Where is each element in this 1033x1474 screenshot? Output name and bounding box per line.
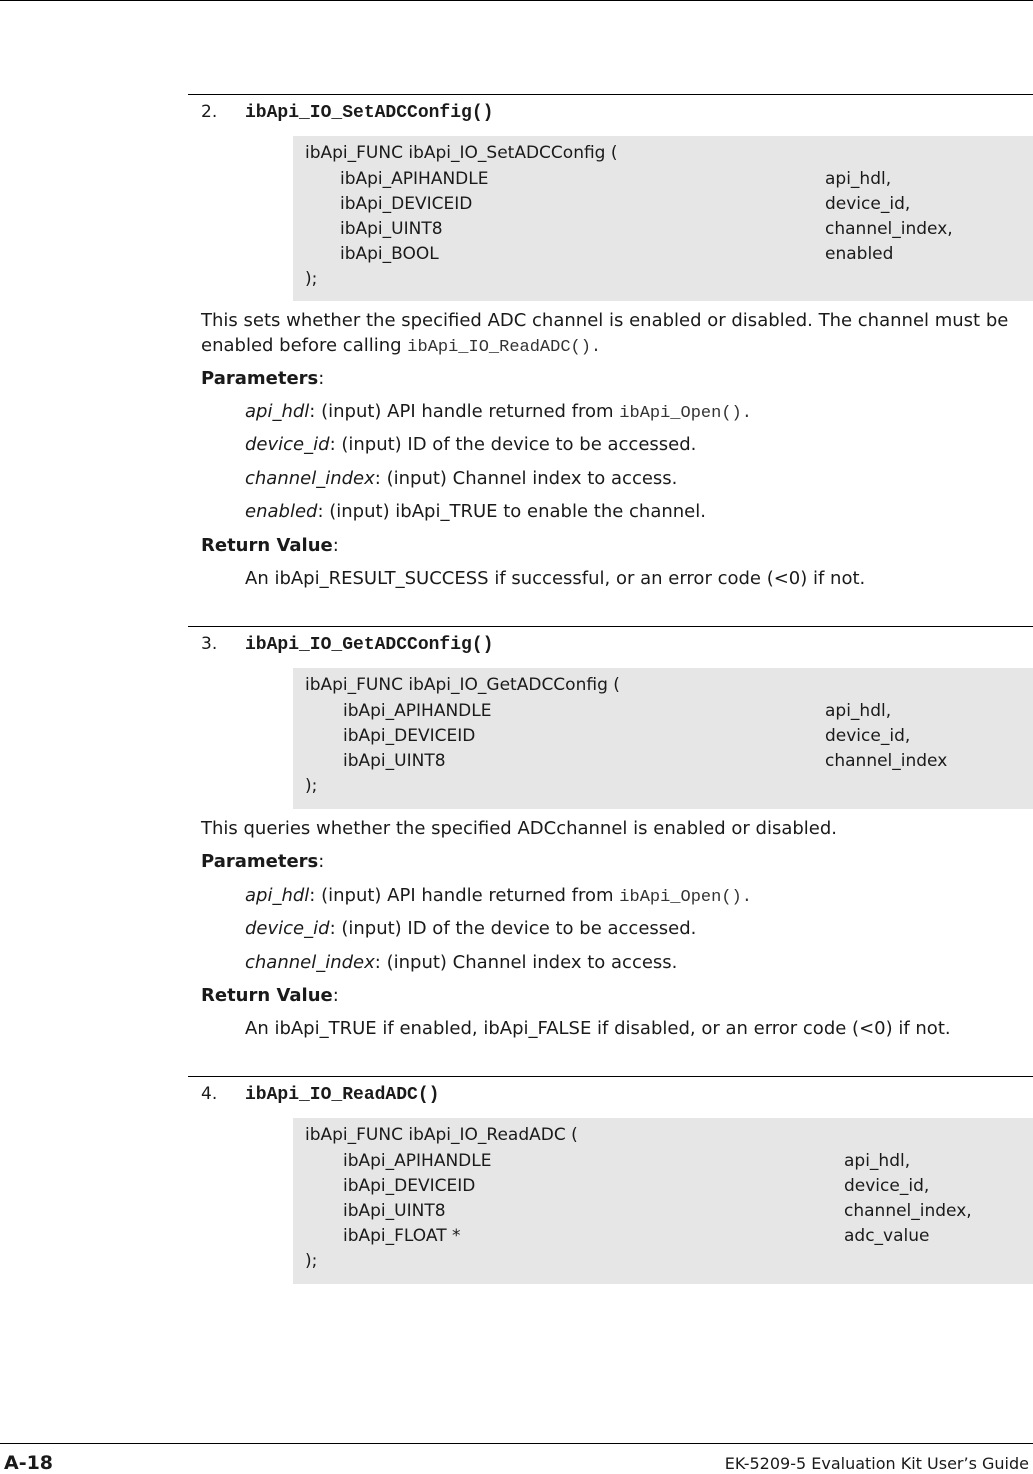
code-header: ibApi_FUNC ibApi_IO_ReadADC ( bbox=[305, 1125, 578, 1145]
code-block bbox=[293, 136, 1033, 301]
code-footer: ); bbox=[305, 776, 318, 796]
param-description: device_id: (input) ID of the device to be accessed. bbox=[245, 918, 697, 939]
page-number: A-18 bbox=[4, 1452, 54, 1474]
param-type: ibApi_BOOL bbox=[340, 244, 439, 264]
param-description: device_id: (input) ID of the device to be accessed. bbox=[245, 434, 697, 455]
code-header: ibApi_FUNC ibApi_IO_GetADCConfig ( bbox=[305, 675, 620, 695]
parameters-heading: Parameters: bbox=[201, 368, 325, 389]
param-name: device_id, bbox=[844, 1176, 930, 1196]
description-line-1: This sets whether the specified ADC channel is enabled or disabled. The channel must be bbox=[201, 310, 1009, 331]
param-type: ibApi_APIHANDLE bbox=[340, 169, 489, 189]
param-name: api_hdl bbox=[245, 885, 310, 906]
inline-code: ibApi_Open(). bbox=[619, 404, 752, 423]
param-name: device_id, bbox=[825, 726, 911, 746]
param-name: channel_index bbox=[825, 751, 948, 771]
footer-rule bbox=[0, 1443, 1033, 1444]
section-rule bbox=[188, 626, 1033, 627]
param-name: channel_index, bbox=[825, 219, 953, 239]
param-type: ibApi_DEVICEID bbox=[340, 194, 473, 214]
param-name: channel_index bbox=[245, 952, 375, 973]
param-name: enabled bbox=[825, 244, 894, 264]
return-value-heading: Return Value: bbox=[201, 985, 339, 1006]
section-rule bbox=[188, 94, 1033, 95]
return-value-heading: Return Value: bbox=[201, 535, 339, 556]
description: This queries whether the specified ADCchannel is enabled or disabled. bbox=[201, 818, 838, 839]
return-value-text: An ibApi_TRUE if enabled, ibApi_FALSE if disabled, or an error code (<0) if not. bbox=[245, 1018, 951, 1039]
param-description: enabled: (input) ibApi_TRUE to enable the channel. bbox=[245, 501, 706, 522]
section-set-adc-config bbox=[188, 94, 1033, 614]
top-rule bbox=[0, 0, 1033, 1]
section-number: 3. bbox=[201, 634, 218, 654]
param-type: ibApi_FLOAT * bbox=[343, 1226, 461, 1246]
code-block bbox=[293, 1118, 1033, 1284]
param-type: ibApi_UINT8 bbox=[343, 751, 446, 771]
section-rule bbox=[188, 1076, 1033, 1077]
section-number: 2. bbox=[201, 102, 218, 122]
description-line-2: enabled before calling bbox=[201, 335, 408, 356]
code-header: ibApi_FUNC ibApi_IO_SetADCConfig ( bbox=[305, 143, 618, 163]
function-title: ibApi_IO_ReadADC() bbox=[245, 1085, 440, 1105]
param-description: channel_index: (input) Channel index to access. bbox=[245, 952, 678, 973]
param-name: device_id bbox=[245, 918, 330, 939]
param-name: device_id, bbox=[825, 194, 911, 214]
param-type: ibApi_UINT8 bbox=[343, 1201, 446, 1221]
function-title: ibApi_IO_GetADCConfig() bbox=[245, 635, 494, 655]
param-type: ibApi_UINT8 bbox=[340, 219, 443, 239]
section-get-adc-config bbox=[188, 626, 1033, 1066]
param-name: device_id bbox=[245, 434, 330, 455]
guide-title: EK-5209-5 Evaluation Kit User’s Guide bbox=[724, 1454, 1029, 1473]
return-value-text: An ibApi_RESULT_SUCCESS if successful, or an error code (<0) if not. bbox=[245, 568, 866, 589]
code-block bbox=[293, 668, 1033, 809]
param-type: ibApi_DEVICEID bbox=[343, 726, 476, 746]
code-footer: ); bbox=[305, 269, 318, 289]
param-type: ibApi_DEVICEID bbox=[343, 1176, 476, 1196]
inline-code: ibApi_IO_ReadADC(). bbox=[407, 338, 602, 357]
parameters-heading: Parameters: bbox=[201, 851, 325, 872]
description bbox=[201, 308, 1008, 360]
param-description: api_hdl: (input) API handle returned from ibApi_Open(). bbox=[245, 401, 752, 423]
param-name: channel_index, bbox=[844, 1201, 972, 1221]
section-number: 4. bbox=[201, 1084, 218, 1104]
param-name: api_hdl, bbox=[825, 701, 892, 721]
param-description: channel_index: (input) Channel index to access. bbox=[245, 468, 678, 489]
function-title: ibApi_IO_SetADCConfig() bbox=[245, 103, 494, 123]
param-name: api_hdl, bbox=[825, 169, 892, 189]
param-type: ibApi_APIHANDLE bbox=[343, 1151, 492, 1171]
code-footer: ); bbox=[305, 1251, 318, 1271]
param-name: channel_index bbox=[245, 468, 375, 489]
param-name: enabled bbox=[245, 501, 318, 522]
param-name: api_hdl, bbox=[844, 1151, 911, 1171]
param-description: api_hdl: (input) API handle returned from ibApi_Open(). bbox=[245, 885, 752, 907]
section-read-adc bbox=[188, 1076, 1033, 1291]
inline-code: ibApi_Open(). bbox=[619, 888, 752, 907]
param-name: api_hdl bbox=[245, 401, 310, 422]
param-name: adc_value bbox=[844, 1226, 930, 1246]
param-type: ibApi_APIHANDLE bbox=[343, 701, 492, 721]
